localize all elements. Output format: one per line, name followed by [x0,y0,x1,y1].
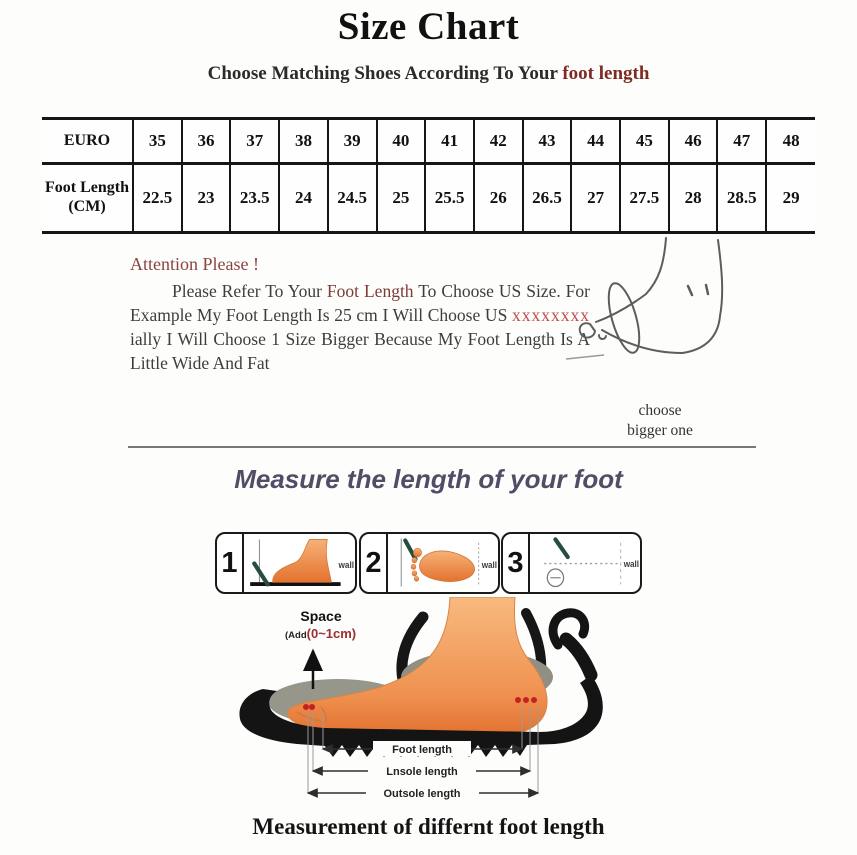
foot-length-cm: 25.5 [425,164,474,233]
foot-length-header: Foot Length (CM) [42,164,133,233]
foot-length-cm: 27.5 [620,164,669,233]
foot-length-cm: 25 [377,164,426,233]
page-title: Size Chart [337,5,520,48]
space-label: Space [300,608,342,624]
euro-size: 45 [620,119,669,164]
foot-outline-sketch [566,236,762,404]
size-conversion-table [42,117,815,234]
foot-length-label: Foot length [392,744,452,756]
step-number: 2 [361,534,388,592]
euro-size: 39 [328,119,377,164]
subtitle-highlight: foot length [562,63,650,84]
step-number: 1 [217,534,244,592]
big-toe [413,548,421,557]
attention-note [130,254,590,375]
attention-text: To Choose US Size. For Example My Foot Length Is 25 cm I Will Choose US [130,281,590,325]
euro-size: 37 [230,119,279,164]
attention-foot-length: Foot Length [326,281,414,301]
foot-length-cm: 26.5 [523,164,572,233]
step1-illustration [244,534,355,592]
insole-length-label: Lnsole length [386,766,458,778]
foot-length-cm: 23 [182,164,231,233]
step-number: 3 [503,534,530,592]
foot-length-cm: 28.5 [717,164,766,233]
note-line: bigger one [627,422,693,439]
table-row-euro [42,119,815,164]
euro-size: 36 [182,119,231,164]
pencil-icon [254,564,267,585]
attention-heading: Attention Please ! [130,254,259,274]
euro-header: EURO [42,119,133,164]
toe [412,571,417,576]
measure-step-1 [215,532,357,594]
foot-length-cm: 24.5 [328,164,377,233]
choose-bigger-note [598,401,722,441]
heel-marker-dot [515,697,521,703]
foot-length-cm: 26 [474,164,523,233]
foot-sole-view [420,551,475,582]
crossed-out-text: xxxxxxxx [512,305,590,325]
heel-marker-dot [523,697,529,703]
subtitle-text: Choose Matching Shoes According To Your [207,63,558,84]
euro-size: 44 [571,119,620,164]
foot-length-cm: 28 [669,164,718,233]
wall-label: wall [481,559,498,570]
note-line: choose [638,402,682,419]
foot-length-cm: 27 [571,164,620,233]
measure-heading: Measure the length of your foot [234,464,623,494]
toe-marker-dot [303,704,309,710]
pencil-icon [405,541,415,560]
pointer-line [566,355,604,359]
foot-length-cm: 29 [766,164,815,233]
foot-length-cm: 22.5 [133,164,182,233]
attention-text: ially I Will Choose 1 Size Bigger Because My Foot Length Is A Little Wide And Fat [130,329,590,373]
euro-size: 38 [279,119,328,164]
euro-size: 47 [717,119,766,164]
euro-size: 43 [523,119,572,164]
toe [414,576,418,581]
euro-size: 35 [133,119,182,164]
table-row-foot-length [42,164,815,233]
space-range-label: (Add(0~1cm) [285,626,357,641]
pencil-icon [555,539,567,557]
subtitle [0,63,857,85]
euro-size: 48 [766,119,815,164]
heel-marker-dot [531,697,537,703]
euro-size: 40 [377,119,426,164]
measure-step-2 [359,532,500,594]
euro-size: 46 [669,119,718,164]
attention-text: Please Refer To Your [172,281,322,301]
foot-length-cm: 24 [279,164,328,233]
outsole-length-label: Outsole length [383,788,461,800]
measure-step-3 [501,532,642,594]
toe [411,564,416,569]
step2-illustration [388,534,498,592]
wall-label: wall [623,558,640,569]
euro-size: 42 [474,119,523,164]
toe [412,558,417,563]
shoe-measurement-diagram [225,597,655,807]
toe-marker-dot [309,704,315,710]
ground-line [250,582,340,586]
bottom-caption: Measurement of differnt foot length [252,814,605,839]
euro-size: 41 [425,119,474,164]
heel-back [566,639,591,675]
foot-side-view [273,539,332,582]
attention-paragraph [130,279,590,375]
wall-label: wall [338,559,355,570]
step3-illustration [530,534,640,592]
foot-length-cm: 23.5 [230,164,279,233]
section-divider [128,446,756,448]
